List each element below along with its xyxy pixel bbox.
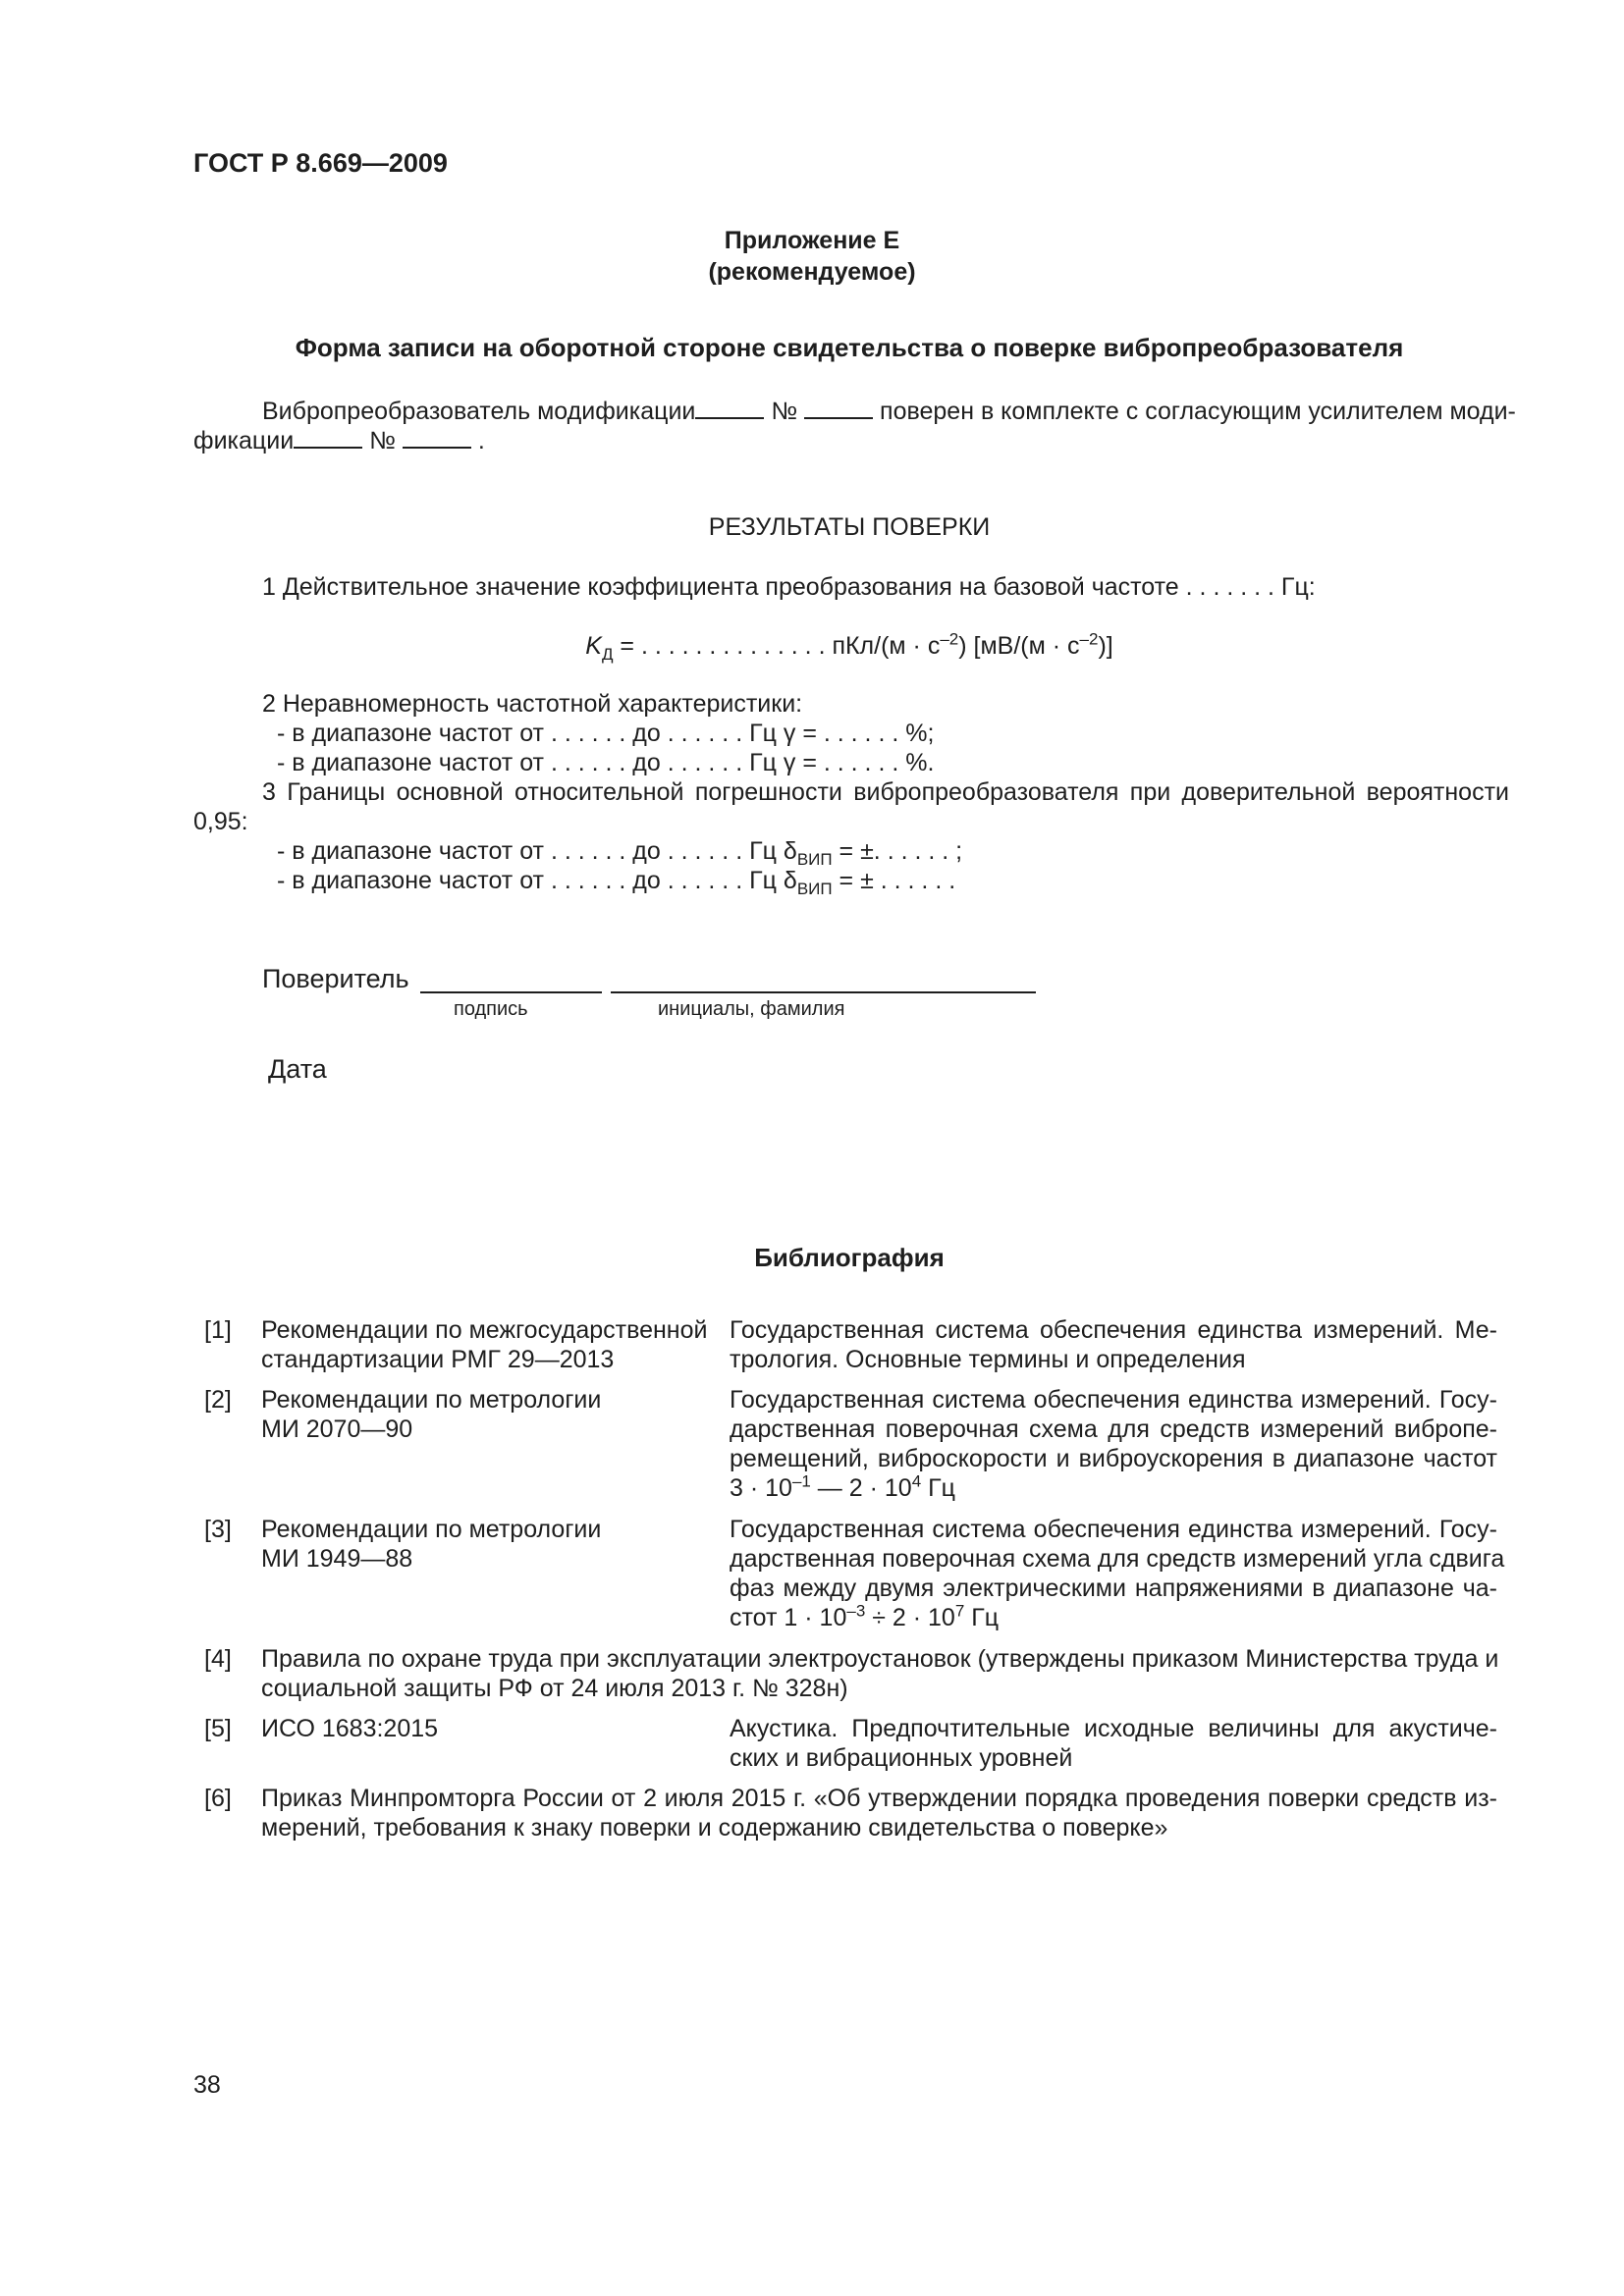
range-text: = ± . . . . . . (832, 867, 956, 894)
bib-text: Гц (921, 1474, 955, 1502)
form-heading: Форма записи на оборотной стороне свидетельства о поверке вибропреобразователя (295, 333, 1404, 362)
bib-text-block (261, 1784, 1497, 1842)
intro-text: . (470, 427, 485, 454)
name-caption: инициалы, фамилия (658, 998, 845, 1020)
intro-line-1 (262, 396, 1516, 426)
result-item-3-continuation: 0,95: (193, 808, 248, 835)
results-heading: РЕЗУЛЬТАТЫ ПОВЕРКИ (708, 513, 991, 541)
result-item-2-line-2: - в диапазоне частот от . . . . . . до . . . . . . Гц γ = . . . . . . %. (277, 749, 935, 776)
intro-line-2 (193, 425, 485, 455)
bib-source (261, 1714, 713, 1743)
bib-source (261, 1515, 713, 1574)
blank-field (695, 396, 764, 419)
blank-field (804, 396, 873, 419)
bib-source-line: Рекомендации по метрологии (261, 1516, 602, 1543)
bib-source-line: Рекомендации по межгосударственной (261, 1316, 708, 1344)
bib-title-line: дарственная поверочная схема для средств измерений вибропе- (730, 1415, 1497, 1443)
blank-field (403, 425, 471, 449)
bib-title (730, 1515, 1505, 1632)
date-label: Дата (268, 1054, 327, 1084)
bib-text-block (261, 1644, 1497, 1703)
formula-exponent: –2 (940, 629, 959, 649)
bib-title-line: Акустика. Предпочтительные исходные величины для акустиче- (730, 1715, 1497, 1742)
bib-number: [6] (204, 1785, 232, 1812)
result-item-3-line-1 (277, 836, 963, 869)
bib-source-line: Рекомендации по метрологии (261, 1386, 602, 1414)
intro-text: поверен в комплекте с согласующим усилителем моди- (873, 398, 1516, 425)
formula-text: )] (1098, 632, 1113, 660)
bib-exponent: –1 (791, 1471, 811, 1491)
appendix-subtitle: (рекомендуемое) (708, 258, 916, 286)
blank-field (294, 425, 362, 449)
delta-subscript: ВИП (796, 850, 833, 869)
bib-text: — 2 · 10 (810, 1474, 912, 1502)
number-sign: № (362, 427, 403, 454)
standard-code: ГОСТ Р 8.669—2009 (193, 148, 448, 178)
bib-title-line: трология. Основные термины и определения (730, 1346, 1246, 1373)
number-sign: № (764, 398, 805, 425)
bib-title (730, 1315, 1497, 1374)
bib-source (261, 1385, 713, 1444)
bib-title-line: Государственная система обеспечения единства измерений. Госу- (730, 1386, 1497, 1414)
bib-text-line: мерений, требования к знаку поверки и содержанию свидетельства о поверке» (261, 1814, 1168, 1842)
bib-title (730, 1385, 1497, 1503)
bib-title (730, 1714, 1497, 1773)
bib-source-line: стандартизации РМГ 29—2013 (261, 1346, 615, 1373)
bib-title-line: Государственная система обеспечения единства измерений. Госу- (730, 1516, 1497, 1543)
bib-exponent: 7 (954, 1601, 965, 1621)
range-text: - в диапазоне частот от . . . . . . до . . . . . . Гц δ (277, 867, 797, 894)
bib-title-line (730, 1473, 1497, 1503)
delta-subscript: ВИП (796, 880, 833, 898)
formula-exponent: –2 (1079, 629, 1099, 649)
intro-text: фикации (193, 427, 295, 454)
bib-exponent: 4 (911, 1471, 922, 1491)
bib-title-line: Государственная система обеспечения единства измерений. Ме- (730, 1316, 1497, 1344)
bib-text-line: Приказ Минпромторга России от 2 июля 2015 г. «Об утверждении порядка проведения поверки средств из- (261, 1785, 1497, 1812)
bib-source-line: МИ 2070—90 (261, 1415, 413, 1443)
formula-text: = . . . . . . . . . . . . . . пКл/(м · с (613, 632, 941, 660)
result-item-2: 2 Неравномерность частотной характеристики: (262, 690, 803, 718)
bib-number: [4] (204, 1645, 232, 1673)
signature-line (420, 991, 602, 993)
verifier-label: Поверитель (262, 964, 409, 993)
formula-symbol: K (585, 632, 602, 660)
bib-text-line: социальной защиты РФ от 24 июля 2013 г. № 328н) (261, 1675, 848, 1702)
bib-title-line: ремещений, виброскорости и виброускорения в диапазоне частот (730, 1445, 1497, 1472)
bib-text: ÷ 2 · 10 (865, 1604, 955, 1631)
bib-source-line: ИСО 1683:2015 (261, 1715, 439, 1742)
signature-caption: подпись (454, 998, 528, 1020)
formula-subscript: Д (601, 645, 614, 664)
formula-text: ) [мВ/(м · с (958, 632, 1080, 660)
result-item-1: 1 Действительное значение коэффициента преобразования на базовой частоте . . . . . . . Гц: (262, 573, 1316, 601)
bib-number: [1] (204, 1316, 232, 1344)
bib-number: [5] (204, 1715, 232, 1742)
bib-title-line (730, 1603, 1497, 1632)
bib-text: стот 1 · 10 (730, 1604, 847, 1631)
name-line (611, 991, 1036, 993)
intro-text: Вибропреобразователь модификации (262, 398, 696, 425)
page-number: 38 (193, 2071, 221, 2099)
appendix-title: Приложение Е (724, 227, 900, 254)
bib-source (261, 1315, 713, 1374)
bibliography-title: Библиография (754, 1243, 945, 1272)
result-item-3-line-2 (277, 866, 956, 898)
range-text: = ±. . . . . . ; (832, 837, 963, 865)
bib-number: [3] (204, 1516, 232, 1543)
bib-title-line: дарственная поверочная схема для средств измерений угла сдвига (730, 1545, 1505, 1573)
bib-number: [2] (204, 1386, 232, 1414)
bib-text: 3 · 10 (730, 1474, 792, 1502)
bib-text-line: Правила по охране труда при эксплуатации электроустановок (утверждены приказом Министерства труда и (261, 1645, 1499, 1673)
formula (0, 629, 1624, 664)
range-text: - в диапазоне частот от . . . . . . до . . . . . . Гц δ (277, 837, 797, 865)
bib-text: Гц (964, 1604, 1000, 1631)
result-item-3: 3 Границы основной относительной погрешности вибропреобразователя при доверительной вероятности (262, 778, 1509, 806)
bib-title-line: ских и вибрационных уровней (730, 1744, 1073, 1772)
result-item-2-line-1: - в диапазоне частот от . . . . . . до . . . . . . Гц γ = . . . . . . %; (277, 720, 935, 747)
bib-exponent: –3 (846, 1601, 866, 1621)
bib-source-line: МИ 1949—88 (261, 1545, 413, 1573)
bib-title-line: фаз между двумя электрическими напряжениями в диапазоне ча- (730, 1575, 1497, 1602)
